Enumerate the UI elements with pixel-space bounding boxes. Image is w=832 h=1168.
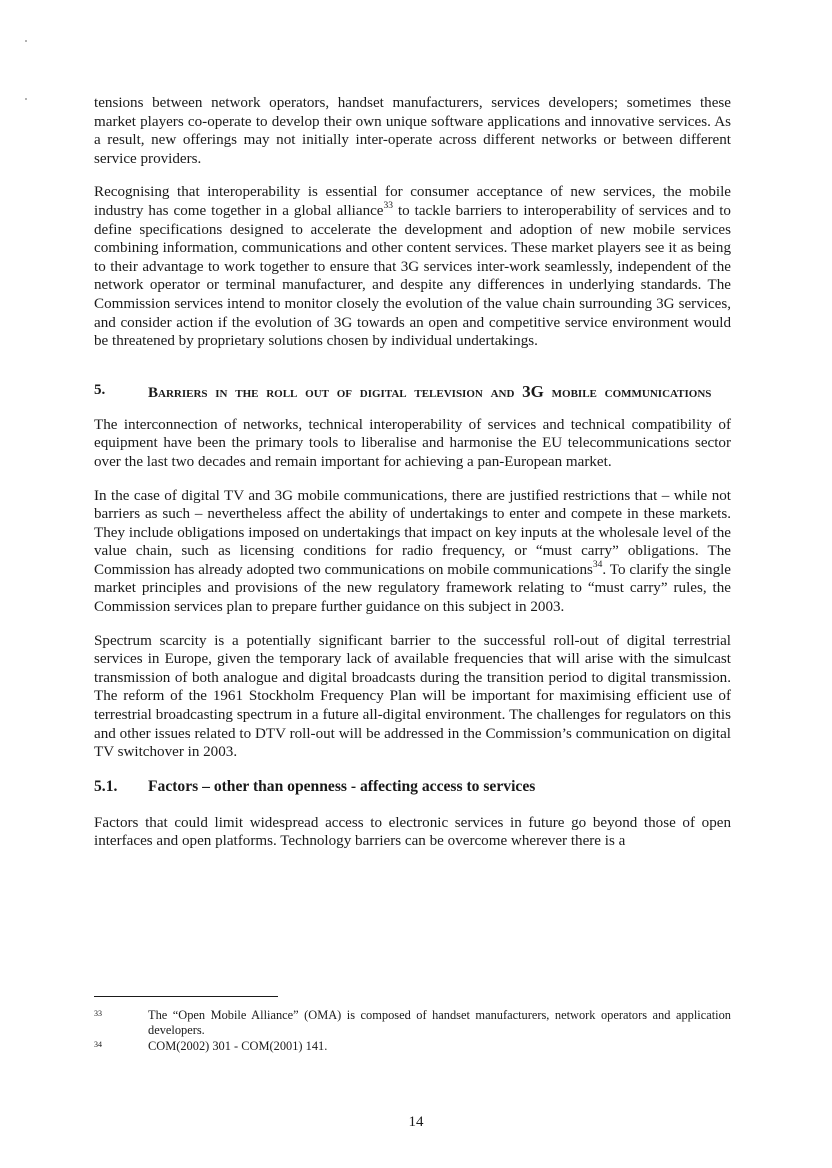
paragraph-interoperability-tensions: tensions between network operators, handset manufacturers, services developers; sometimes these market players co-operate to develop their own unique software applications and innovative services. As a result, new offerings may not initially inter-operate across different networks or between different service providers. [94, 95, 731, 167]
section-title-text: mobile communications [543, 384, 712, 401]
paragraph-text: . To clarify the single market principles and provisions of the new regulatory framework relating to “must carry” rules, the Commission services plan to prepare further guidance on this subject in 2003. [94, 561, 732, 616]
section-heading-5 [94, 381, 731, 404]
paragraph-justified-restrictions [94, 487, 731, 617]
footnote-reference-34[interactable]: 34 [592, 559, 603, 570]
paragraph-text: Recognising that interoperability is essential for consumer acceptance of new services, the mobile industry has come together in a global alliance [94, 184, 731, 219]
subsection-number: 5.1. [94, 777, 118, 795]
paragraph-global-alliance [94, 183, 731, 350]
scan-speck [25, 40, 27, 42]
footnotes [94, 1008, 731, 1055]
section-title [148, 381, 731, 404]
section-number: 5. [94, 381, 106, 398]
footnote-text: The “Open Mobile Alliance” (OMA) is composed of handset manufacturers, network operators and application developers. [148, 1008, 731, 1037]
footnote-separator [94, 996, 278, 997]
section-heading-5-1 [94, 777, 731, 796]
footnote-33 [94, 1008, 731, 1038]
footnote-mark: 34 [94, 1040, 102, 1049]
section-title-text: Barriers in the roll out of digital television and [148, 384, 523, 401]
page-number: 14 [408, 1114, 424, 1130]
subsection-title: Factors – other than openness - affecting access to services [148, 777, 536, 795]
page-body [94, 94, 731, 866]
footnote-reference-33[interactable]: 33 [383, 200, 394, 211]
section-title-3g: 3G [522, 381, 544, 401]
paragraph-spectrum-scarcity: Spectrum scarcity is a potentially significant barrier to the successful roll-out of digital terrestrial services in Europe, given the temporary lack of available frequencies that will arise with the simulcast transmission of both analogue and digital broadcasts during the transition period to digital transmission. The reform of the 1961 Stockholm Frequency Plan will be important for maximising efficient use of terrestrial broadcasting spectrum in a future all-digital environment. The challenges for regulators on this and other issues related to DTV roll-out will be addressed in the Commission’s communication on digital TV switchover in 2003. [94, 632, 731, 761]
paragraph-access-factors: Factors that could limit widespread access to electronic services in future go beyond those of open interfaces and open platforms. Technology barriers can be overcome wherever there is a [94, 814, 731, 850]
paragraph-text: to tackle barriers to interoperability of services and to define specifications designed to accelerate the development and adoption of new mobile services combining information, communications and other content services. These market players see it as being to their advantage to work together to ensure that 3G services inter-work seamlessly, independent of the network operator or terminal manufacturer, and despite any differences in underlying standards. The Commission services intend to monitor closely the evolution of the value chain surrounding 3G services, and consider action if the evolution of 3G towards an open and competitive service environment would be threatened by proprietary solutions chosen by individual undertakings. [94, 202, 731, 350]
scan-speck [25, 98, 27, 100]
footnote-34 [94, 1039, 731, 1054]
paragraph-text: In the case of digital TV and 3G mobile communications, there are justified restrictions that – while not barriers as such – nevertheless affect the ability of undertakings to enter and compete in these markets. They include obligations imposed on undertakings that impact on key inputs at the wholesale level of the value chain, such as licensing conditions for radio frequency, or “must carry” obligations. The Commission has already adopted two communications on mobile communications [94, 487, 731, 578]
footnote-mark: 33 [94, 1009, 102, 1018]
paragraph-interconnection: The interconnection of networks, technical interoperability of services and technical compatibility of equipment have been the primary tools to liberalise and harmonise the EU telecommunications sector over the last two decades and remain important for achieving a pan-European market. [94, 416, 731, 470]
footnote-text: COM(2002) 301 - COM(2001) 141. [148, 1039, 328, 1053]
